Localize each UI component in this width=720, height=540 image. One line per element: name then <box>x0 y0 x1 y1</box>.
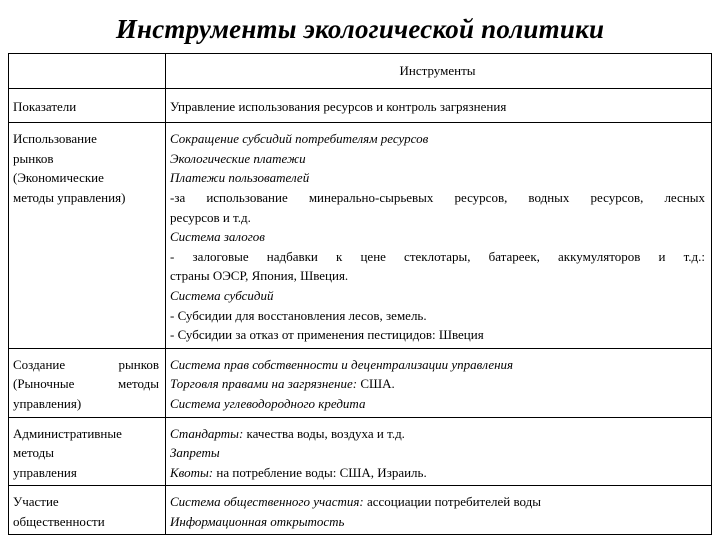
tool-line: Квоты: на потребление воды: США, Израиль. <box>170 464 427 480</box>
column-header-row <box>9 88 712 123</box>
tool-line: - Субсидии за отказ от применения пестицидов: Швеция <box>170 327 484 343</box>
tool-line: Информационная открытость <box>170 513 345 529</box>
tools-cell <box>166 348 712 417</box>
indicator-line: Участие <box>13 494 59 510</box>
tool-line: Стандарты: качества воды, воздуха и т.д. <box>170 425 405 441</box>
indicator-line: управления) <box>13 395 82 411</box>
indicator-line: управления <box>13 464 77 480</box>
tool-line: страны ОЭСР, Япония, Швеция. <box>170 268 349 284</box>
eco-policy-table <box>8 53 712 535</box>
table-row <box>9 123 712 349</box>
tool-line: Экологические платежи <box>170 150 306 166</box>
tools-cell <box>166 486 712 535</box>
indicator-line: общественности <box>13 513 105 529</box>
indicator-cell <box>9 348 166 417</box>
tool-line: -за использование минерально-сырьевых ресурсов, водных ресурсов, лесных <box>170 189 705 205</box>
indicator-line: методы <box>13 445 54 461</box>
tools-header: Инструменты <box>166 54 712 89</box>
indicator-line: Создание рынков <box>13 356 159 372</box>
indicator-line: методы управления) <box>13 189 126 205</box>
tools-cell <box>166 417 712 486</box>
indicator-cell <box>9 417 166 486</box>
tool-line: ресурсов и т.д. <box>170 209 251 225</box>
table-top-header-row <box>9 54 712 89</box>
tool-line: Система залогов <box>170 229 265 245</box>
tool-line: Торговля правами на загрязнение: США. <box>170 376 395 392</box>
indicator-cell <box>9 486 166 535</box>
tool-line: Платежи пользователей <box>170 170 310 186</box>
table-row <box>9 417 712 486</box>
tool-line: Запреты <box>170 445 220 461</box>
indicator-line: (Рыночные методы <box>13 376 159 392</box>
indicator-cell <box>9 123 166 349</box>
indicators-header: Показатели <box>9 88 166 123</box>
tools-cell <box>166 123 712 349</box>
table-row <box>9 486 712 535</box>
resource-management-header: Управление использования ресурсов и контроль загрязнения <box>166 88 712 123</box>
tool-line: Сокращение субсидий потребителям ресурсов <box>170 131 429 147</box>
indicator-line: (Экономические <box>13 170 104 186</box>
tool-line: Система общественного участия: ассоциации потребителей воды <box>170 494 541 510</box>
table-row <box>9 348 712 417</box>
tool-line: Система углеводородного кредита <box>170 395 366 411</box>
tool-line: Система субсидий <box>170 287 274 303</box>
page-title: Инструменты экологической политики <box>115 14 605 44</box>
indicator-line: Использование <box>13 131 97 147</box>
tool-line: Система прав собственности и децентрализации управления <box>170 356 514 372</box>
tool-line: - Субсидии для восстановления лесов, земель. <box>170 307 427 323</box>
indicator-line: Административные <box>13 425 122 441</box>
indicator-line: рынков <box>13 150 54 166</box>
empty-corner-cell <box>9 54 166 89</box>
tool-line: - залоговые надбавки к цене стеклотары, батареек, аккумуляторов и т.д.: <box>170 248 705 264</box>
